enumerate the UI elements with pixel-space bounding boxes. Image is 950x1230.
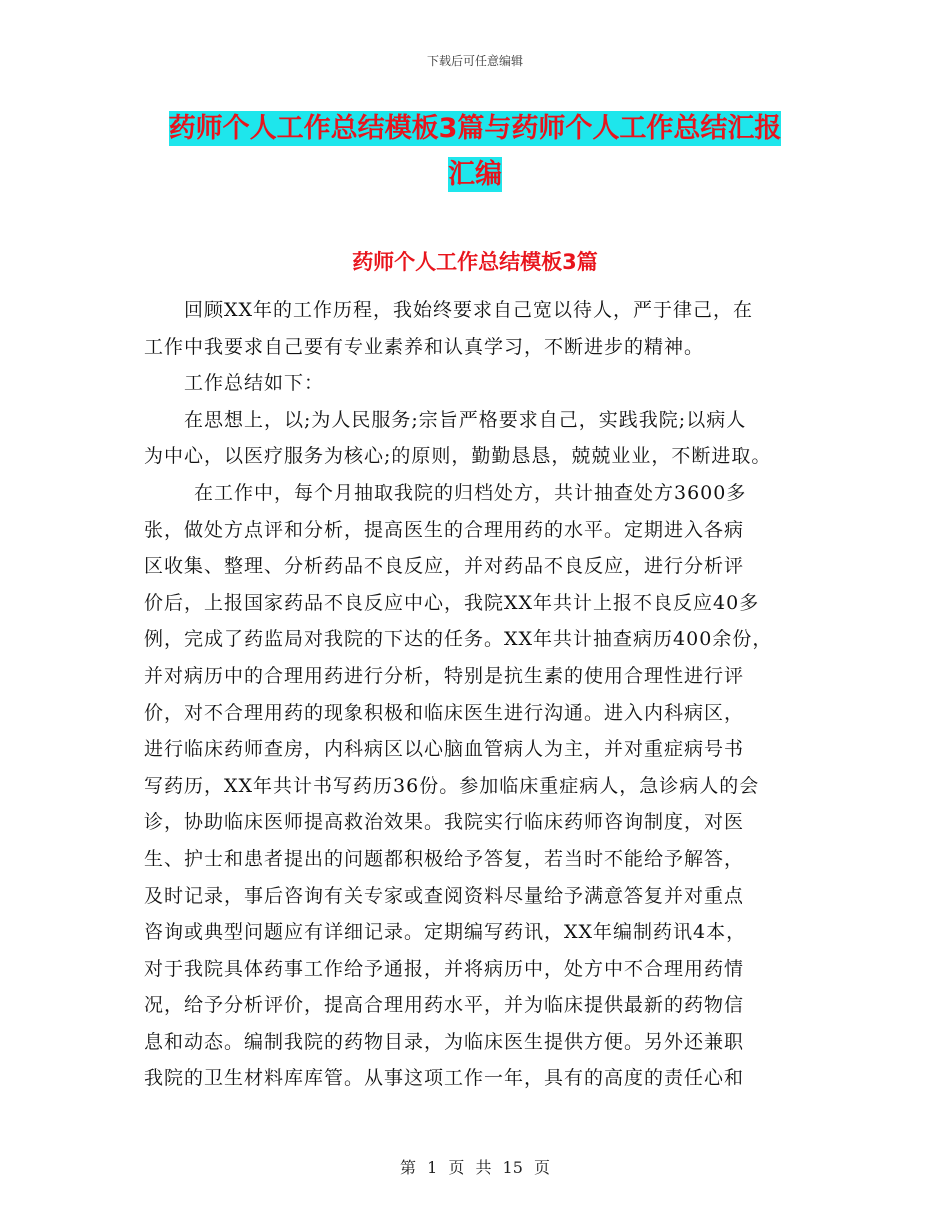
paragraph-line: 对于我院具体药事工作给予通报，并将病历中，处方中不合理用药情	[144, 957, 745, 980]
paragraph-line: 生、护士和患者提出的问题都积极给予答复，若当时不能给予解答，	[144, 847, 745, 870]
paragraph-line: 工作中我要求自己要有专业素养和认真学习，不断进步的精神。	[144, 335, 705, 358]
header-note: 下载后可任意编辑	[426, 54, 523, 68]
document-title	[150, 106, 800, 198]
paragraph-line: 工作总结如下：	[184, 372, 325, 395]
paragraph-line: 为中心，以医疗服务为核心;的原则，勤勤恳恳，兢兢业业，不断进取。	[144, 445, 772, 468]
paragraph-line: 例，完成了药监局对我院的下达的任务。XX年共计抽查病历400余份，	[144, 628, 773, 651]
paragraph-line: 在思想上，以;为人民服务;宗旨严格要求自己，实践我院;以病人	[184, 408, 747, 431]
paragraph-line: 价，对不合理用药的现象积极和临床医生进行沟通。进入内科病区，	[144, 701, 745, 724]
paragraph-line: 写药历，XX年共计书写药历36份。参加临床重症病人，急诊病人的会	[144, 774, 760, 797]
document-title-line-1: 药师个人工作总结模板3篇与药师个人工作总结汇报	[168, 113, 782, 144]
body-text	[144, 292, 824, 1097]
paragraph-line: 价后，上报国家药品不良反应中心，我院XX年共计上报不良反应40多	[144, 591, 760, 614]
section-title: 药师个人工作总结模板3篇	[352, 250, 598, 274]
document-title-line-2: 汇编	[448, 159, 502, 190]
paragraph-line: 并对病历中的合理用药进行分析，特别是抗生素的使用合理性进行评	[144, 664, 745, 687]
paragraph-1	[144, 292, 824, 365]
paragraph-line: 我院的卫生材料库库管。从事这项工作一年，具有的高度的责任心和	[144, 1067, 745, 1090]
paragraph-line: 息和动态。编制我院的药物目录，为临床医生提供方便。另外还兼职	[144, 1030, 745, 1053]
paragraph-line: 咨询或典型问题应有详细记录。定期编写药讯，XX年编制药讯4本，	[144, 921, 747, 944]
paragraph-line: 区收集、整理、分析药品不良反应，并对药品不良反应，进行分析评	[144, 555, 745, 578]
paragraph-line: 进行临床药师查房，内科病区以心脑血管病人为主，并对重症病号书	[144, 738, 745, 761]
paragraph-2	[144, 365, 824, 402]
paragraph-line: 回顾XX年的工作历程，我始终要求自己宽以待人，严于律己，在	[184, 299, 754, 321]
page-number: 第 1 页 共 15 页	[400, 1158, 550, 1177]
paragraph-line: 诊，协助临床医师提高救治效果。我院实行临床药师咨询制度，对医	[144, 811, 745, 834]
paragraph-line: 及时记录，事后咨询有关专家或查阅资料尽量给予满意答复并对重点	[144, 884, 745, 907]
paragraph-line: 在工作中，每个月抽取我院的归档处方，共计抽查处方3600多	[194, 481, 747, 504]
paragraph-line: 况，给予分析评价，提高合理用药水平，并为临床提供最新的药物信	[144, 994, 745, 1017]
paragraph-4	[144, 475, 824, 1097]
paragraph-3	[144, 402, 824, 475]
paragraph-line: 张，做处方点评和分析，提高医生的合理用药的水平。定期进入各病	[144, 518, 745, 541]
